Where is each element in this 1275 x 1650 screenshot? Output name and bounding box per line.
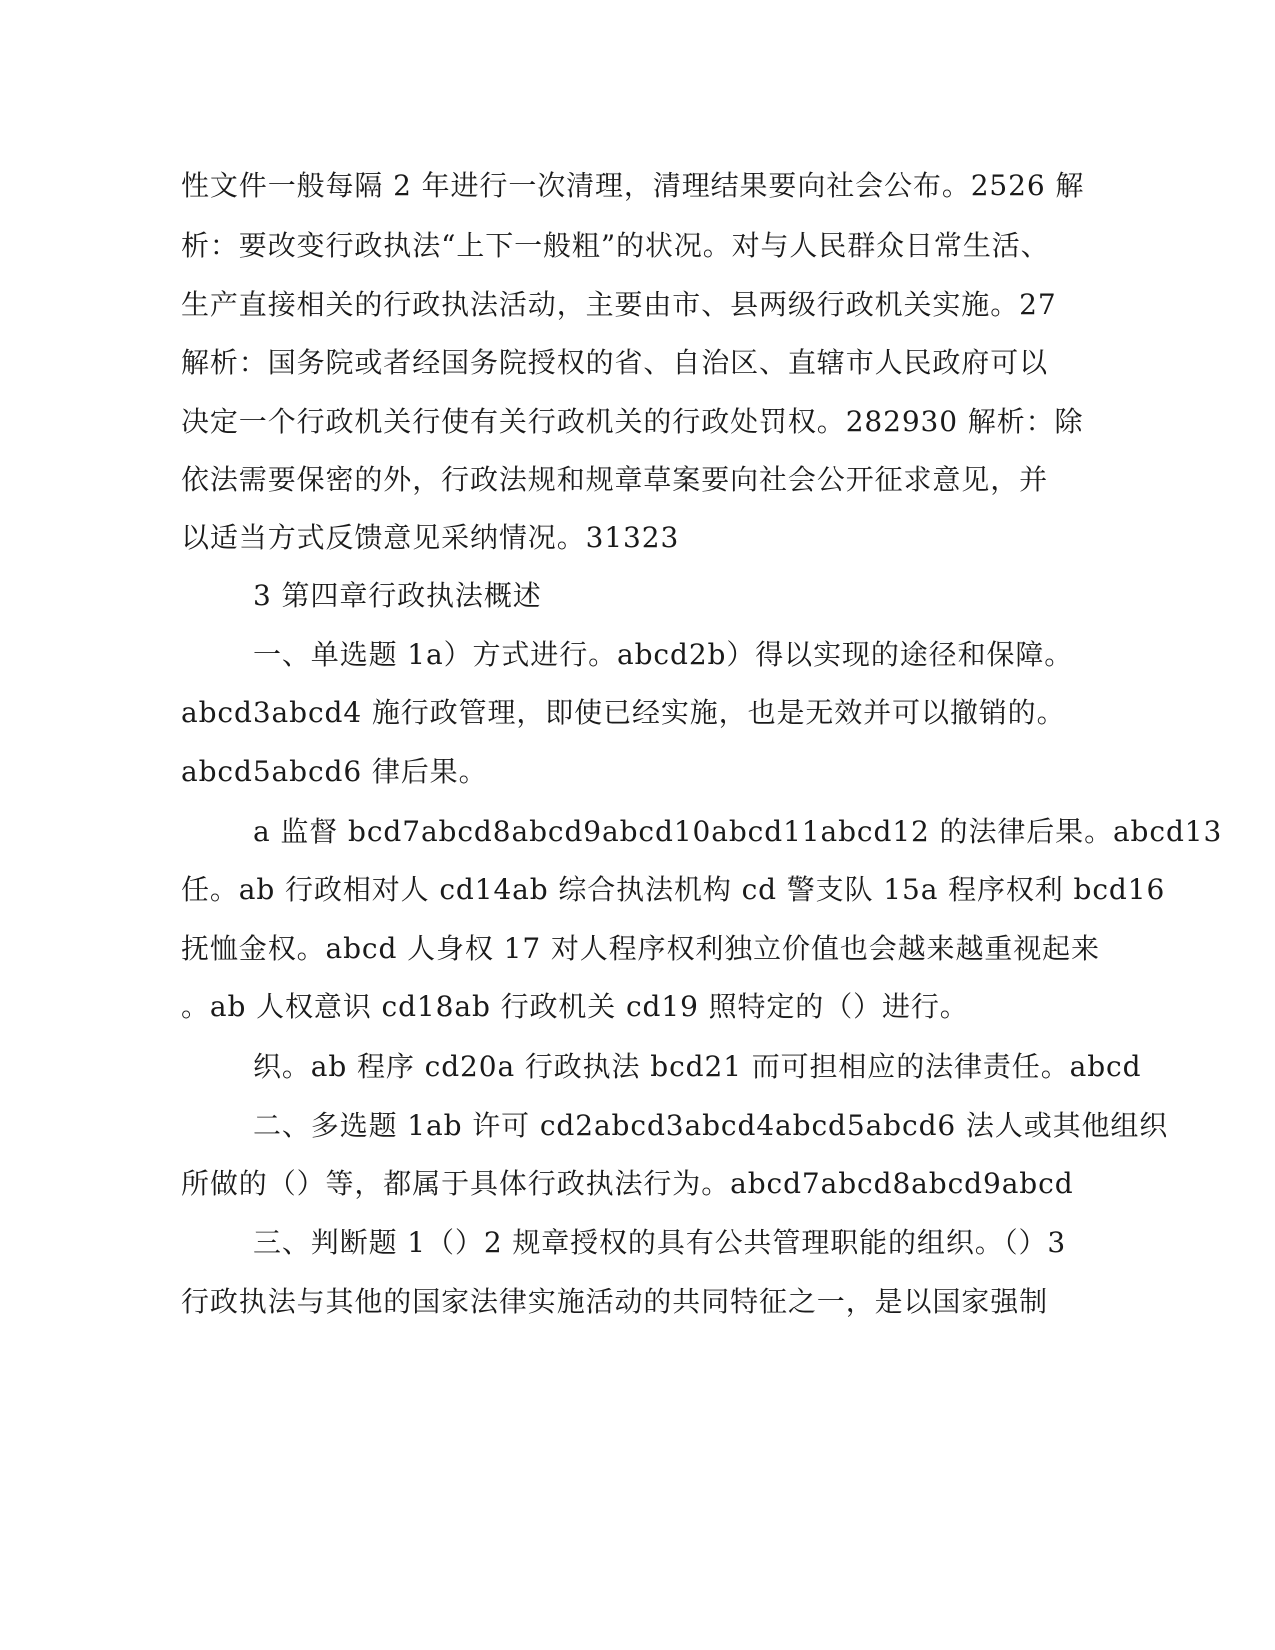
text-line: 所做的（）等，都属于具体行政执法行为。abcd7abcd8abcd9abcd <box>181 1167 1074 1200</box>
text-line: 解析：国务院或者经国务院授权的省、自治区、直辖市人民政府可以 <box>181 346 1049 379</box>
section-single-choice: 一、单选题 1a）方式进行。abcd2b）得以实现的途径和保障。 <box>253 638 1074 671</box>
text-line: 抚恤金权。abcd 人身权 17 对人程序权利独立价值也会越来越重视起来 <box>181 932 1100 965</box>
text-line: 行政执法与其他的国家法律实施活动的共同特征之一，是以国家强制 <box>181 1285 1049 1318</box>
text-line: 依法需要保密的外，行政法规和规章草案要向社会公开征求意见，并 <box>181 463 1049 496</box>
text-line: 以适当方式反馈意见采纳情况。31323 <box>181 521 680 554</box>
section-true-false: 三、判断题 1（）2 规章授权的具有公共管理职能的组织。（）3 <box>253 1226 1067 1259</box>
text-line: 析：要改变行政执法“上下一般粗”的状况。对与人民群众日常生活、 <box>181 229 1050 262</box>
section-multiple-choice: 二、多选题 1ab 许可 cd2abcd3abcd4abcd5abcd6 法人或其他组织 <box>253 1109 1169 1142</box>
text-line: 性文件一般每隔 2 年进行一次清理，清理结果要向社会公布。2526 解 <box>181 169 1085 202</box>
text-line: 织。ab 程序 cd20a 行政执法 bcd21 而可担相应的法律责任。abcd <box>253 1050 1142 1083</box>
text-line: 生产直接相关的行政执法活动，主要由市、县两级行政机关实施。27 <box>181 288 1057 321</box>
chapter-heading: 3 第四章行政执法概述 <box>253 579 542 612</box>
text-line: abcd5abcd6 律后果。 <box>181 755 488 788</box>
text-line: 决定一个行政机关行使有关行政机关的行政处罚权。282930 解析：除 <box>181 405 1084 438</box>
text-line: a 监督 bcd7abcd8abcd9abcd10abcd11abcd12 的法律后果。abcd13 <box>253 815 1223 848</box>
text-line: abcd3abcd4 施行政管理，即使已经实施，也是无效并可以撤销的。 <box>181 696 1066 729</box>
text-line: 。ab 人权意识 cd18ab 行政机关 cd19 照特定的（）进行。 <box>181 990 969 1023</box>
text-line: 任。ab 行政相对人 cd14ab 综合执法机构 cd 警支队 15a 程序权利 bcd16 <box>181 873 1166 906</box>
